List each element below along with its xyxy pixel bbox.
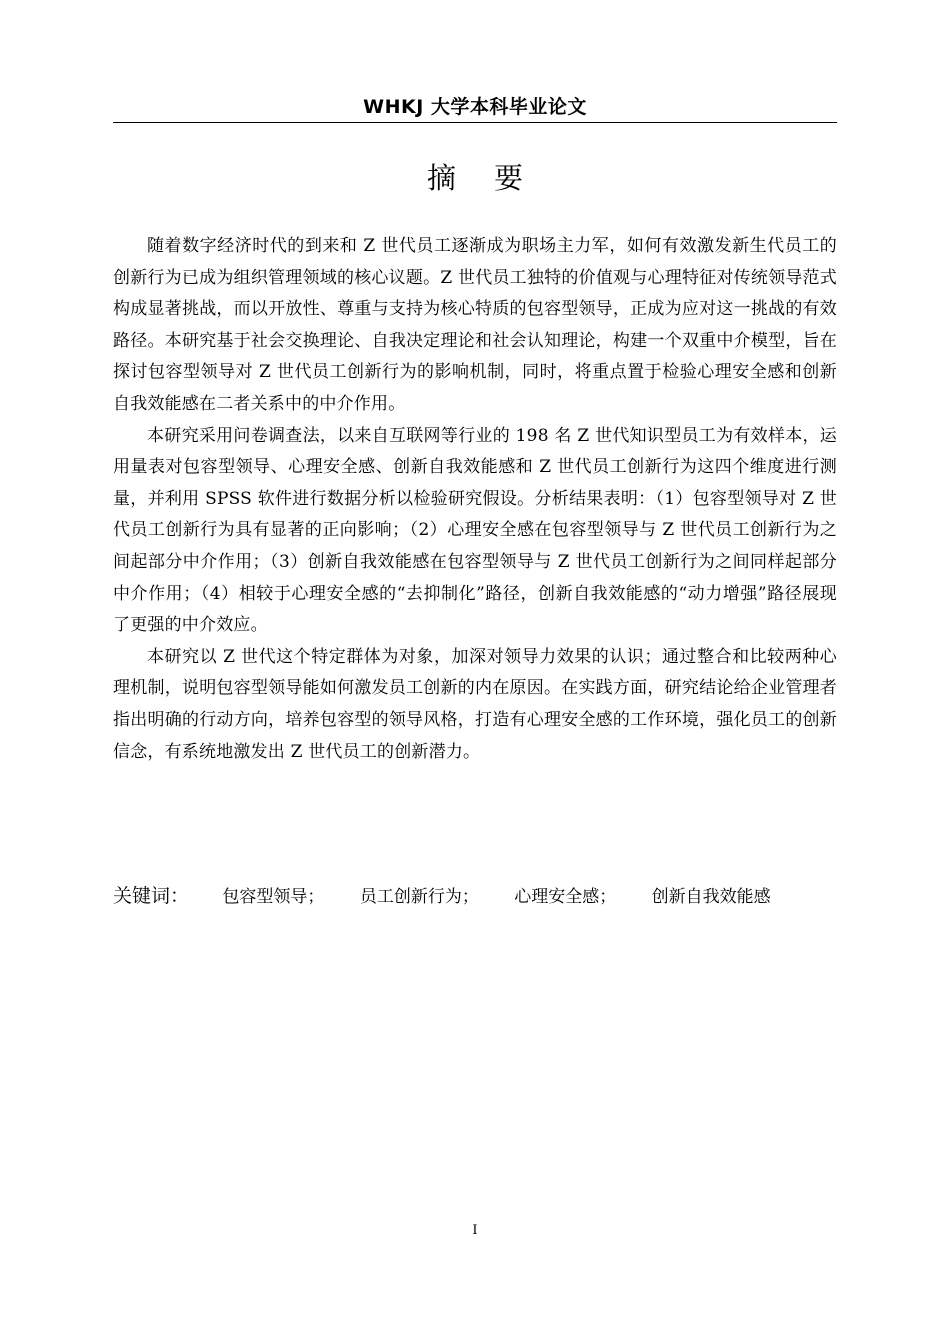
keywords-label: 关键词： [113, 885, 190, 907]
keyword-item-4: 创新自我效能感 [651, 887, 771, 907]
header-title: WHKJ 大学本科毕业论文 [363, 96, 587, 118]
page-number: I [472, 1223, 478, 1238]
keyword-item-1: 包容型领导； [222, 887, 325, 907]
abstract-paragraph-1: 随着数字经济时代的到来和 Z 世代员工逐渐成为职场主力军，如何有效激发新生代员工的创新行为已成为组织管理领域的核心议题。Z 世代员工独特的价值观与心理特征对传统领导范式构成显著挑战，而以开放性、尊重与支持为核心特质的包容型领导，正成为应对这一挑战的有效路径。本研究基于社会交换理论、自我决定理论和社会认知理论，构建一个双重中介模型，旨在探讨包容型领导对 Z 世代员工创新行为的影响机制，同时，将重点置于检验心理安全感和创新自我效能感在二者关系中的中介作用。 [113, 236, 837, 414]
abstract-title: 摘要 [426, 161, 561, 195]
abstract-paragraph-3: 本研究以 Z 世代这个特定群体为对象，加深对领导力效果的认识；通过整合和比较两种心理机制，说明包容型领导能如何激发员工创新的内在原因。在实践方面，研究结论给企业管理者指出明确的行动方向，培养包容型的领导风格，打造有心理安全感的工作环境，强化员工的创新信念，有系统地激发出 Z 世代员工的创新潜力。 [113, 646, 837, 762]
keywords-row [113, 880, 837, 912]
keyword-item-3: 心理安全感； [514, 887, 617, 907]
page-header [113, 92, 837, 123]
keyword-item-2: 员工创新行为； [359, 887, 479, 907]
abstract-paragraph-2: 本研究采用问卷调查法，以来自互联网等行业的 198 名 Z 世代知识型员工为有效样本，运用量表对包容型领导、心理安全感、创新自我效能感和 Z 世代员工创新行为这四个维度进行测量，并利用 SPSS 软件进行数据分析以检验研究假设。分析结果表明：（1）包容型领导对 Z 世代员工创新行为具有显著的正向影响；（2）心理安全感在包容型领导与 Z 世代员工创新行为之间起部分中介作用；（3）创新自我效能感在包容型领导与 Z 世代员工创新行为之间同样起部分中介作用；（4）相较于心理安全感的“去抑制化”路径，创新自我效能感的“动力增强”路径展现了更强的中介效应。 [113, 425, 837, 636]
abstract-body [113, 231, 837, 768]
